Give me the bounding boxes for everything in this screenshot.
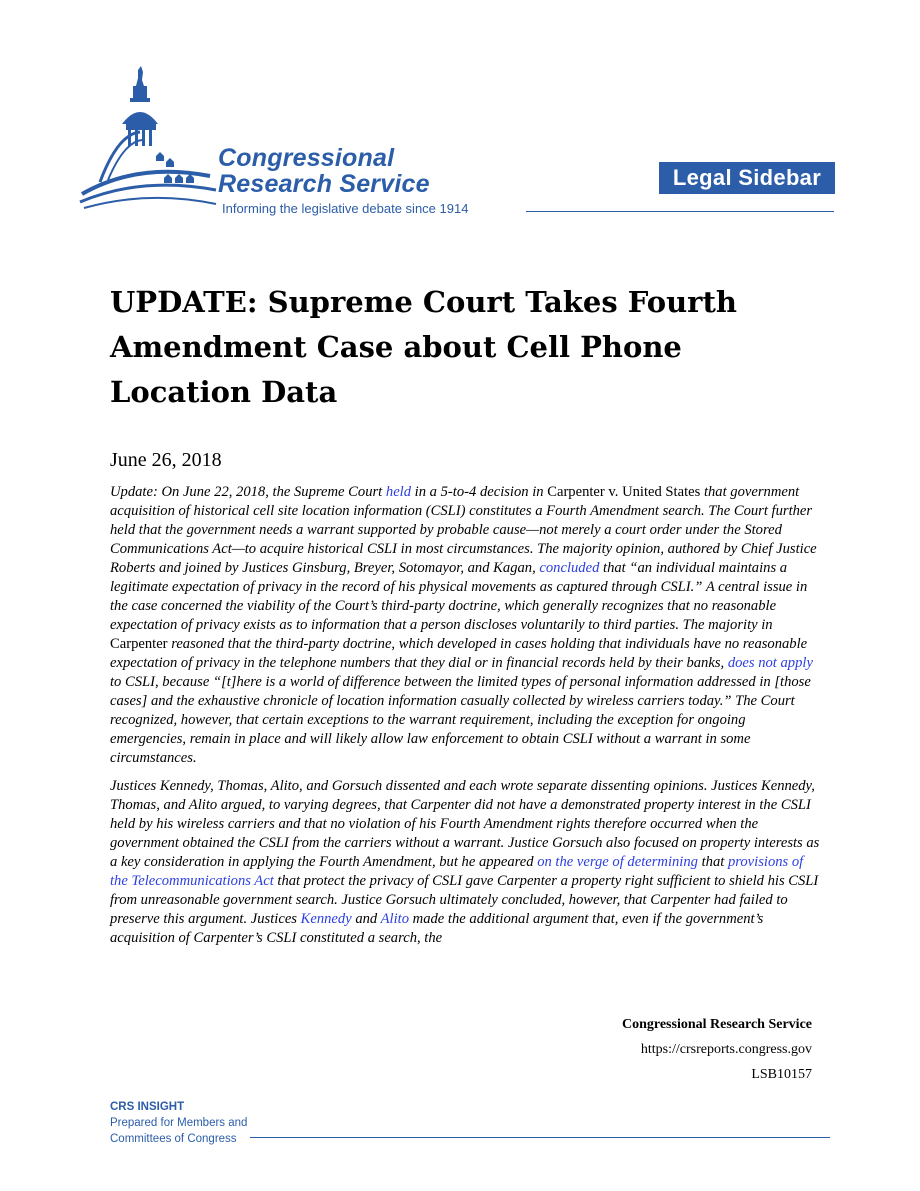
case-name: Carpenter	[110, 636, 168, 652]
footer-info	[622, 1012, 812, 1087]
footer-url[interactable]: https://crsreports.congress.gov	[640, 1042, 812, 1057]
paragraph-1	[110, 483, 820, 768]
text-run: that	[697, 854, 728, 870]
text-run: that “an individual maintains a legitimate expectation of privacy in the record of his physical movements as captured through CSLI.” A central issue in the case concerned the viability of the Court’s third-party doctrine, which generally recognizes that no reasonable expectation of privacy exists as to information that a person discloses voluntarily to third parties. The majority in	[110, 560, 808, 633]
org-name-line1: Congressional	[218, 144, 395, 172]
capitol-dome-logo-icon	[78, 64, 218, 214]
footer-doc-id: LSB10157	[751, 1067, 812, 1082]
text-run: Update: On June 22, 2018, the Supreme Court	[110, 484, 386, 500]
insight-line1: Prepared for Members and	[110, 1117, 248, 1129]
text-run: that government acquisition of historical cell site location information (CSLI) constitutes a Fourth Amendment search. The Court further held that the government needs a warrant supported by probable cause—not merely a court order under the Stored Communications Act—to acquire historical CSLI in most circumstances. The majority opinion, authored by Chief Justice Roberts and joined by Justices Ginsburg, Breyer, Sotomayor, and Kagan,	[110, 484, 817, 576]
link-telecommunications-act[interactable]: provisions of the Telecommunications Act	[110, 854, 804, 889]
text-run: Justices Kennedy, Thomas, Alito, and Gorsuch dissented and each wrote separate dissenting opinions. Justices Kennedy, Thomas, and Alito argued, to varying degrees, that Carpenter did not have a demonstrated property interest in the CSLI held by his wireless carriers and that no violation of his Fourth Amendment rights therefore occurred when the government obtained the CSLI from the carriers without a warrant. Justice Gorsuch also focused on property interests as a key consideration in applying the Fourth Amendment, but he appeared	[110, 778, 820, 870]
text-run: in a 5-to-4 decision in	[411, 484, 548, 500]
link-held[interactable]: held	[385, 484, 412, 500]
legal-sidebar-badge: Legal Sidebar	[659, 162, 835, 194]
text-run: and	[351, 911, 381, 927]
insight-line2: Committees of Congress	[110, 1133, 237, 1145]
text-run: to CSLI, because “[t]here is a world of difference between the limited types of personal information addressed in [those cases] and the exhaustive chronicle of location information casually collected by wireless carriers today.” The Court recognized, however, that certain exceptions to the warrant requirement, including the exception for ongoing emergencies, remain in place and will likely allow law enforcement to obtain CSLI without a warrant in some circumstances.	[110, 674, 811, 766]
org-name-line2: Research Service	[218, 170, 430, 198]
document-title: UPDATE: Supreme Court Takes Fourth Amendment Case about Cell Phone Location Data	[110, 285, 737, 409]
document-date: June 26, 2018	[110, 449, 222, 471]
footer-org: Congressional Research Service	[621, 1017, 812, 1032]
page-header	[0, 0, 920, 230]
text-run: made the additional argument that, even if the government’s acquisition of Carpenter’s CSLI constituted a search, the	[110, 911, 764, 946]
crs-insight-block	[110, 1099, 247, 1147]
link-concluded[interactable]: concluded	[539, 560, 600, 576]
link-on-the-verge[interactable]: on the verge of determining	[537, 854, 698, 870]
footer-rule	[250, 1137, 830, 1138]
paragraph-2	[110, 777, 820, 948]
link-alito[interactable]: Alito	[380, 911, 410, 927]
text-run: reasoned that the third-party doctrine, which developed in cases holding that individuals have no reasonable expectation of privacy in the telephone numbers that they dial or in financial records held by their banks,	[110, 636, 808, 671]
insight-title: CRS INSIGHT	[110, 1101, 185, 1113]
document-body	[110, 483, 820, 957]
case-name: Carpenter v. United States	[547, 484, 701, 500]
link-kennedy[interactable]: Kennedy	[300, 911, 352, 927]
link-does-not-apply[interactable]: does not apply	[727, 655, 813, 671]
tagline: Informing the legislative debate since 1914	[222, 201, 469, 216]
text-run: that protect the privacy of CSLI gave Carpenter a property right sufficient to shield his CSLI from unreasonable government search. Justice Gorsuch ultimately concluded, however, that Carpenter had failed to preserve this argument. Justices	[110, 873, 819, 927]
header-rule	[526, 211, 834, 212]
